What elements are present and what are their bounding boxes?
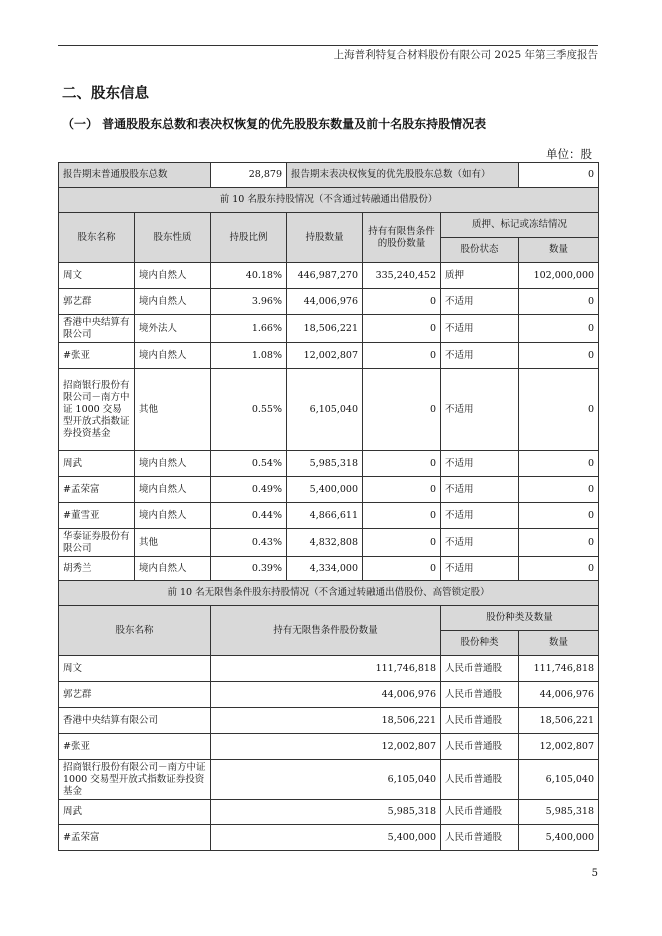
page-number: 5 [591,868,598,879]
pref-holders-label: 报告期末表决权恢复的优先股股东总数（如有） [287,163,519,188]
u-header-qty: 持有无限售条件股份数量 [211,606,441,656]
shareholder-name: #张亚 [59,734,211,760]
shareholder-nature: 境内自然人 [135,343,211,369]
share-type: 人民币普通股 [441,760,519,800]
running-header: 上海普利特复合材料股份有限公司 2025 年第三季度报告 [333,49,598,61]
restricted-qty: 0 [363,451,441,477]
table-row [59,825,599,851]
shareholder-nature: 其他 [135,529,211,557]
pledge-qty: 0 [519,451,599,477]
table-caption: （一） 普通股股东总数和表决权恢复的优先股股东数量及前十名股东持股情况表 [62,117,487,131]
shareholder-name: 华泰证券股份有限公司 [59,529,135,557]
restricted-qty: 0 [363,557,441,581]
pledge-qty: 0 [519,343,599,369]
holding-ratio: 1.66% [211,315,287,343]
table-row [59,477,599,503]
holding-ratio: 0.43% [211,529,287,557]
header-nature: 股东性质 [135,213,211,263]
pledge-qty: 0 [519,477,599,503]
header-pledge-status: 股份状态 [441,238,519,263]
header-name: 股东名称 [59,213,135,263]
restricted-qty: 0 [363,369,441,451]
share-type-qty: 5,400,000 [519,825,599,851]
share-type-qty: 12,002,807 [519,734,599,760]
shareholder-name: 招商银行股份有限公司－南方中证 1000 交易型开放式指数证券投资基金 [59,760,211,800]
restricted-qty: 0 [363,503,441,529]
pledge-qty: 0 [519,557,599,581]
holding-qty: 4,334,000 [287,557,363,581]
u-header-name: 股东名称 [59,606,211,656]
shareholder-name: 香港中央结算有限公司 [59,315,135,343]
unrestricted-qty: 6,105,040 [211,760,441,800]
share-type: 人民币普通股 [441,708,519,734]
holding-qty: 6,105,040 [287,369,363,451]
unrestricted-qty: 5,985,318 [211,800,441,825]
restricted-qty: 335,240,452 [363,263,441,289]
holding-ratio: 1.08% [211,343,287,369]
shareholder-name: 招商银行股份有限公司－南方中证 1000 交易型开放式指数证券投资基金 [59,369,135,451]
holding-qty: 4,866,611 [287,503,363,529]
holding-qty: 4,832,808 [287,529,363,557]
pledge-status: 不适用 [441,315,519,343]
pledge-qty: 0 [519,289,599,315]
table-row [59,529,599,557]
pledge-status: 不适用 [441,369,519,451]
share-type: 人民币普通股 [441,656,519,682]
holding-qty: 5,400,000 [287,477,363,503]
shareholder-name: #孟荣富 [59,477,135,503]
pledge-qty: 0 [519,503,599,529]
shareholder-nature: 境内自然人 [135,503,211,529]
share-type: 人民币普通股 [441,800,519,825]
common-holders-label: 报告期末普通股股东总数 [59,163,211,188]
table-row [59,263,599,289]
shareholder-name: 胡秀兰 [59,557,135,581]
shareholder-name: 周武 [59,451,135,477]
unrestricted-qty: 5,400,000 [211,825,441,851]
shareholder-nature: 境内自然人 [135,263,211,289]
table-row [59,451,599,477]
header-qty: 持股数量 [287,213,363,263]
pledge-status: 不适用 [441,451,519,477]
table-row [59,734,599,760]
pledge-status: 不适用 [441,343,519,369]
share-type-qty: 111,746,818 [519,656,599,682]
header-restricted: 持有有限售条件的股份数量 [363,213,441,263]
common-holders-value: 28,879 [211,163,287,188]
restricted-qty: 0 [363,315,441,343]
summary-row [59,163,599,188]
holding-ratio: 3.96% [211,289,287,315]
table-row [59,315,599,343]
restricted-qty: 0 [363,343,441,369]
shareholder-name: 香港中央结算有限公司 [59,708,211,734]
section-title: 二、股东信息 [62,85,149,102]
top10-title: 前 10 名股东持股情况（不含通过转融通出借股份） [59,188,599,213]
shareholder-name: #孟荣富 [59,825,211,851]
shareholder-nature: 境内自然人 [135,451,211,477]
shareholder-nature: 其他 [135,369,211,451]
pledge-qty: 102,000,000 [519,263,599,289]
unit-label: 单位：股 [546,147,592,161]
holding-ratio: 40.18% [211,263,287,289]
shareholder-nature: 境内自然人 [135,289,211,315]
pledge-status: 不适用 [441,557,519,581]
restricted-qty: 0 [363,529,441,557]
shareholder-name: 周文 [59,263,135,289]
share-type: 人民币普通股 [441,825,519,851]
shareholder-name: #董雪亚 [59,503,135,529]
table-row [59,708,599,734]
holding-qty: 5,985,318 [287,451,363,477]
holding-ratio: 0.49% [211,477,287,503]
u-header-type-group: 股份种类及数量 [441,606,599,631]
pledge-qty: 0 [519,315,599,343]
table-row [59,503,599,529]
holding-ratio: 0.54% [211,451,287,477]
shareholder-nature: 境内自然人 [135,477,211,503]
shareholder-table [58,162,599,851]
holding-ratio: 0.55% [211,369,287,451]
pledge-status: 质押 [441,263,519,289]
table-row [59,557,599,581]
holding-qty: 44,006,976 [287,289,363,315]
unrestricted-qty: 18,506,221 [211,708,441,734]
holding-qty: 12,002,807 [287,343,363,369]
table-row [59,656,599,682]
holding-ratio: 0.39% [211,557,287,581]
table-row [59,682,599,708]
shareholder-nature: 境内自然人 [135,557,211,581]
header-ratio: 持股比例 [211,213,287,263]
header-pledge: 质押、标记或冻结情况 [441,213,599,238]
table-row [59,289,599,315]
restricted-qty: 0 [363,477,441,503]
holding-qty: 18,506,221 [287,315,363,343]
pledge-status: 不适用 [441,529,519,557]
shareholder-nature: 境外法人 [135,315,211,343]
unrestricted-qty: 12,002,807 [211,734,441,760]
unrestricted-title: 前 10 名无限售条件股东持股情况（不含通过转融通出借股份、高管锁定股） [59,581,599,606]
unrestricted-qty: 111,746,818 [211,656,441,682]
holding-ratio: 0.44% [211,503,287,529]
share-type-qty: 6,105,040 [519,760,599,800]
pledge-qty: 0 [519,529,599,557]
share-type: 人民币普通股 [441,682,519,708]
u-header-type: 股份种类 [441,631,519,656]
table-row [59,800,599,825]
unrestricted-qty: 44,006,976 [211,682,441,708]
pledge-status: 不适用 [441,477,519,503]
share-type: 人民币普通股 [441,734,519,760]
shareholder-name: 周武 [59,800,211,825]
shareholder-name: 周文 [59,656,211,682]
pledge-status: 不适用 [441,503,519,529]
header-pledge-qty: 数量 [519,238,599,263]
u-header-type-qty: 数量 [519,631,599,656]
share-type-qty: 5,985,318 [519,800,599,825]
header-divider [58,45,598,46]
shareholder-name: #张亚 [59,343,135,369]
shareholder-name: 郭艺群 [59,682,211,708]
table-row [59,343,599,369]
holding-qty: 446,987,270 [287,263,363,289]
table-row [59,760,599,800]
share-type-qty: 18,506,221 [519,708,599,734]
shareholder-name: 郭艺群 [59,289,135,315]
share-type-qty: 44,006,976 [519,682,599,708]
pledge-qty: 0 [519,369,599,451]
table-row [59,369,599,451]
restricted-qty: 0 [363,289,441,315]
pref-holders-value: 0 [519,163,599,188]
pledge-status: 不适用 [441,289,519,315]
